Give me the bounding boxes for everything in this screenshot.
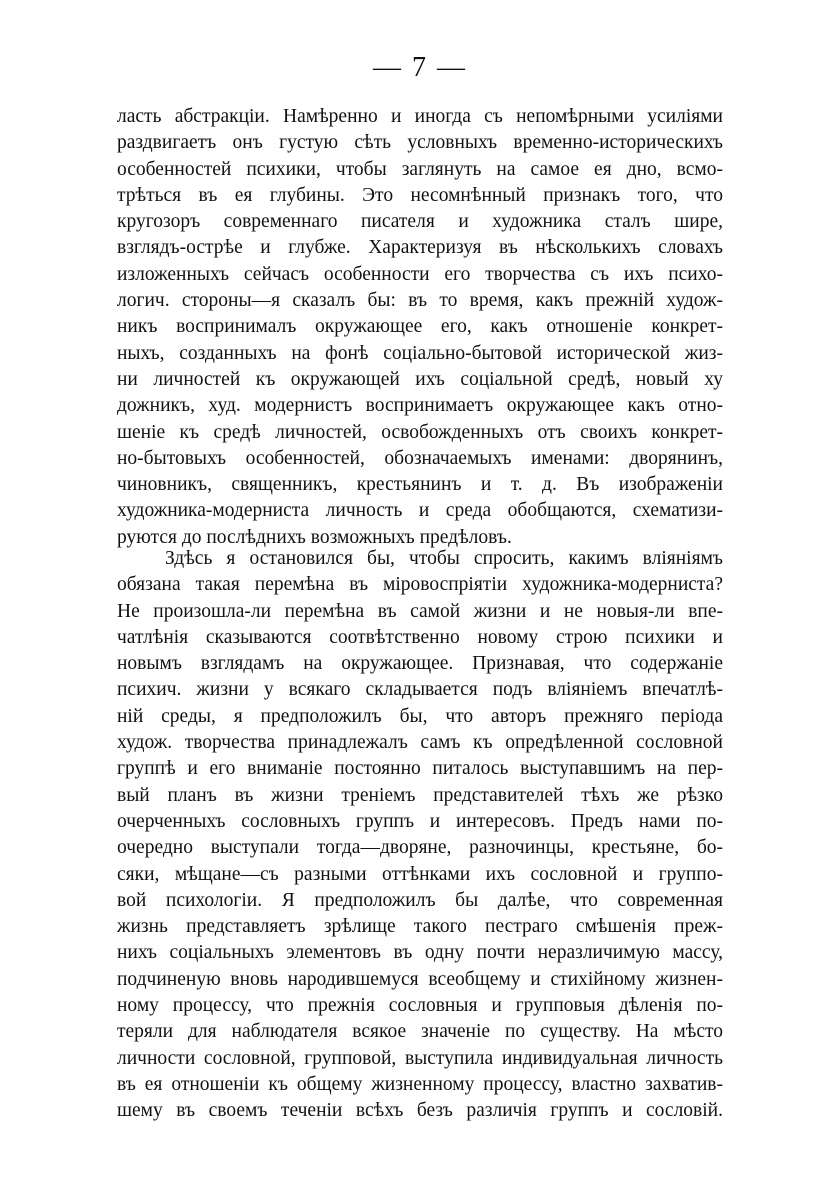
- text-line: но-бытовыхъ особенностей, обозначаемыхъ именами: дворянинъ,: [117, 447, 723, 469]
- text-line: шему въ своемъ теченіи всѣхъ безъ различія группъ и сословій.: [117, 1100, 723, 1122]
- text-line: жизнь представляетъ зрѣлище такого пестраго смѣшенія преж-: [117, 916, 723, 938]
- paragraph-2: [117, 546, 723, 1125]
- text-line: ныхъ, созданныхъ на фонѣ соціально-бытовой исторической жиз-: [117, 342, 723, 364]
- text-line: ній среды, я предположилъ бы, что авторъ прежняго періода: [117, 705, 723, 727]
- text-line: кругозоръ современнаго писателя и художника сталъ шире,: [117, 211, 723, 233]
- text-line: очерченныхъ сословныхъ группъ и интересовъ. Предъ нами по-: [117, 810, 723, 832]
- text-line: группѣ и его вниманіе постоянно питалось выступавшимъ на пер-: [117, 758, 723, 780]
- text-line: нихъ соціальныхъ элементовъ въ одну почти неразличимую массу,: [117, 942, 723, 964]
- text-line: худож. творчества принадлежалъ самъ къ опредѣленной сословной: [117, 732, 723, 754]
- text-line: руются до послѣднихъ возможныхъ предѣловъ.: [117, 526, 512, 548]
- text-line: Не произошла-ли перемѣна въ самой жизни и не новыя-ли впе-: [117, 600, 723, 622]
- text-line: теряли для наблюдателя всякое значеніе по существу. На мѣсто: [117, 1021, 723, 1043]
- text-line: психич. жизни у всякаго складывается подъ вліяніемъ впечатлѣ-: [117, 679, 723, 701]
- text-line: вой психологіи. Я предположилъ бы далѣе, что современная: [117, 889, 723, 911]
- text-line: обязана такая перемѣна въ міровоспріятіи художника-модерниста?: [117, 574, 723, 596]
- text-line: въ ея отношеніи къ общему жизненному процессу, властно захватив-: [117, 1073, 723, 1095]
- text-line: трѣться въ ея глубины. Это несомнѣнный признакъ того, что: [117, 184, 723, 206]
- text-line: очередно выступали тогда—дворяне, разночинцы, крестьяне, бо-: [117, 837, 723, 859]
- text-line: подчиненую вновь народившемуся всеобщему и стихійному жизнен-: [117, 968, 723, 990]
- text-line: ласть абстракціи. Намѣренно и иногда съ непомѣрными усиліями: [117, 106, 723, 127]
- text-line: чиновникъ, священникъ, крестьянинъ и т. д. Въ изображеніи: [117, 474, 723, 496]
- text-line: ному процессу, что прежнія сословныя и групповыя дѣленія по-: [117, 995, 723, 1017]
- paragraph-1: [117, 104, 723, 551]
- text-line: художника-модерниста личность и среда обобщаются, схематизи-: [117, 500, 723, 522]
- text-line: дожникъ, худ. модернистъ воспринимаетъ окружающее какъ отно-: [117, 395, 723, 417]
- text-line: шеніе къ средѣ личностей, освобожденныхъ отъ своихъ конкрет-: [117, 421, 723, 443]
- text-line: ни личностей къ окружающей ихъ соціальной средѣ, новый ху: [117, 368, 723, 390]
- text-line: Здѣсь я остановился бы, чтобы спросить, какимъ вліяніямъ: [165, 548, 723, 569]
- text-line: взглядъ-острѣе и глубже. Характеризуя въ нѣсколькихъ словахъ: [117, 237, 723, 259]
- text-line: чатлѣнія сказываются соотвѣтственно новому строю психики и: [117, 626, 723, 648]
- text-line: вый планъ въ жизни треніемъ представителей тѣхъ же рѣзко: [117, 784, 723, 806]
- text-line: сяки, мѣщане—съ разными оттѣнками ихъ сословной и группо-: [117, 863, 723, 885]
- text-line: изложенныхъ сейчасъ особенности его творчества съ ихъ психо-: [117, 263, 723, 285]
- text-line: особенностей психики, чтобы заглянуть на самое ея дно, всмо-: [117, 158, 723, 180]
- text-line: новымъ взглядамъ на окружающее. Признавая, что содержаніе: [117, 653, 723, 675]
- text-line: никъ воспринималъ окружающее его, какъ отношеніе конкрет-: [117, 316, 723, 338]
- text-line: логич. стороны—я сказалъ бы: въ то время, какъ прежній худож-: [117, 290, 723, 312]
- text-line: личности сословной, групповой, выступила индивидуальная личность: [117, 1047, 723, 1069]
- page-number: — 7 —: [373, 52, 467, 83]
- text-line: раздвигаетъ онъ густую сѣть условныхъ временно-историческихъ: [117, 132, 723, 154]
